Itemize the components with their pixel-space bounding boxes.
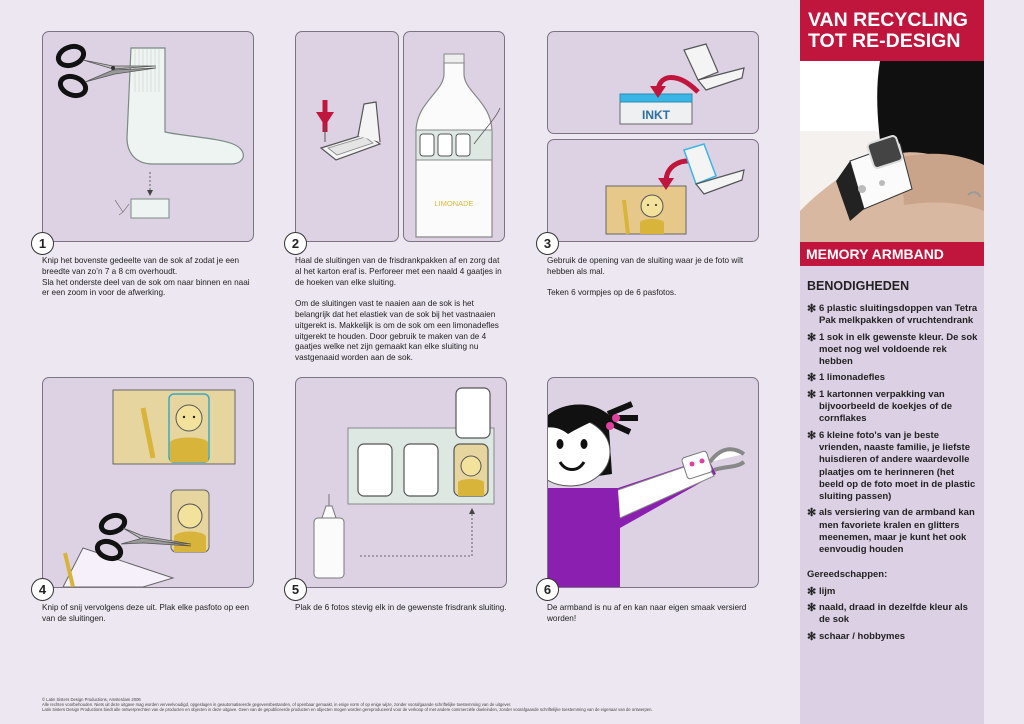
step-3-text-1: Gebruik de opening van de sluiting waar je de foto wilt hebben als mal. [547,256,744,276]
step-2-caption [295,256,507,375]
step-5-illustration [296,378,506,587]
title-line-2: TOT RE-DESIGN [808,30,961,52]
step-1-caption [42,256,254,310]
page-margin [984,0,1024,724]
step-3-panel-b [547,139,759,242]
materials-heading: BENODIGHEDEN [807,279,910,293]
scissors-icon [56,43,89,99]
step-2-illustration-b [404,32,504,241]
step-5-panel [295,377,507,588]
tools-item: ✻ lijm [807,585,836,598]
step-1-illustration [43,32,253,241]
asterisk-icon: ✻ [807,601,817,614]
glue-bottle-icon [314,518,344,578]
copyright-footer [42,697,653,713]
materials-item: ✻ 1 sok in elk gewenste kleur. De sok moet nog wel voldoende rek hebben [807,331,978,368]
step-3-text-2: Teken 6 vormpjes op de 6 pasfotos. [547,288,677,298]
asterisk-icon: ✻ [807,429,817,442]
step-number-1: 1 [31,232,54,255]
step-1-text: Knip het bovenste gedeelte van de sok af zodat je een breedte van zo’n 7 a 8 cm overhoudt. Sla het onderste deel van de sok om naar binnen en naai er een zoom in voor de afwerking. [42,256,250,298]
asterisk-icon: ✻ [807,388,817,401]
step-6-illustration [548,378,758,587]
step-5-caption [295,603,507,625]
footer-line-3: Latin Sisters Design Productions biedt alle ontwerprechten van de producten en objecten in deze uitgave. Geen van de gepubliceerde producten en objecten mogen worden gereproduceerd voor de verkoop of met andere commerciële doeleinden, zonder voorafgaande schriftelijke toestemming van de eigenaar van de ontwerpen. [42,707,653,713]
step-6-caption [547,603,759,635]
step-3-caption [547,256,759,310]
materials-item: ✻ 1 kartonnen verpakking van bijvoorbeeld de koekjes of de cornflakes [807,388,953,425]
step-2-panel-b [403,31,505,242]
title-banner [800,0,984,61]
step-4-panel [42,377,254,588]
asterisk-icon: ✻ [807,585,817,598]
step-number-3: 3 [536,232,559,255]
asterisk-icon: ✻ [807,630,817,643]
step-number-6: 6 [536,578,559,601]
tools-item: ✻ schaar / hobbymes [807,630,906,643]
step-number-5: 5 [284,578,307,601]
materials-section [807,279,981,647]
step-3-illustration-b [548,140,758,241]
materials-item: ✻ 6 kleine foto's van je beste vrienden, naaste familie, je liefste huisdieren of andere waardevolle plaatjes om te herinneren (het beeld op de foto moet in de plastic sluiting passen) [807,429,976,503]
step-number-2: 2 [284,232,307,255]
asterisk-icon: ✻ [807,372,817,385]
subtitle-banner: MEMORY ARMBAND [800,242,984,266]
asterisk-icon: ✻ [807,331,817,344]
step-3-panel-a [547,31,759,134]
scissors-icon [95,512,127,561]
step-3-illustration-a [548,32,758,133]
materials-item: ✻ als versiering van de armband kan men favoriete kralen en glitters meenemen, maar je kunt het ook eenvoudig houden [807,507,975,556]
tools-item: ✻ naald, draad in dezelfde kleur als de sok [807,601,968,626]
limonade-label: LIMONADE [434,199,474,208]
footer-line-1: © Latin Sisters Design Productions, Amsterdam 2006 [42,697,141,702]
step-4-caption [42,603,254,635]
step-number-4: 4 [31,578,54,601]
step-4-illustration [43,378,253,587]
footer-line-2: Alle rechten voorbehouden. Niets uit deze uitgave mag worden verveelvoudigd, opgeslagen in geautomatiseerde gegevensbestanden, of openbaar gemaakt, in enige vorm of op enige wijze, zonder voorafgaande schriftelijke toestemming van de uitgever. [42,702,512,708]
asterisk-icon: ✻ [807,303,817,315]
wrist-photo [800,61,984,242]
step-6-text: De armband is nu af en kan naar eigen smaak versierd worden! [547,603,747,623]
tools-heading: Gereedschappen: [807,568,888,580]
step-4-text: Knip of snij vervolgens deze uit. Plak elke pasfoto op een van de sluitingen. [42,603,250,623]
curved-arrow-icon [658,78,698,93]
materials-item: ✻ 1 limonadefles [807,372,885,385]
sidebar [800,0,984,724]
step-1-panel [42,31,254,242]
sock-icon [127,48,243,164]
arrow-down-icon [316,112,334,126]
step-2-illustration-a [296,32,398,241]
step-2-text-2: Om de sluitingen vast te naaien aan de sok is het belangrijk dat het elastiek van de sok bij het vastnaaien uitgerekt is. Makkelijk is om de sok om een limonadefles uitgerekt te houden. Door gebruik te maken van de 4 gaatjes welke net zijn gemaakt kan elke sluiting nu vastgenaaid worden aan de sok. [295,299,499,363]
title-line-1: VAN RECYCLING [808,9,968,31]
asterisk-icon: ✻ [807,507,817,520]
step-2-text-1: Haal de sluitingen van de frisdrankpakken af en zorg dat al het karton eraf is. Perforeer met een naald 4 gaatjes in de hoeken van elke sluiting. [295,256,502,287]
ink-pad-label: INKT [642,108,670,122]
step-5-text: Plak de 6 fotos stevig elk in de gewenste frisdrank sluiting. [295,603,507,612]
step-6-panel [547,377,759,588]
step-2-panel-a [295,31,399,242]
materials-item: ✻ 6 plastic sluitingsdoppen van Tetra Pak melkpakken of vruchtendrank [807,303,978,327]
